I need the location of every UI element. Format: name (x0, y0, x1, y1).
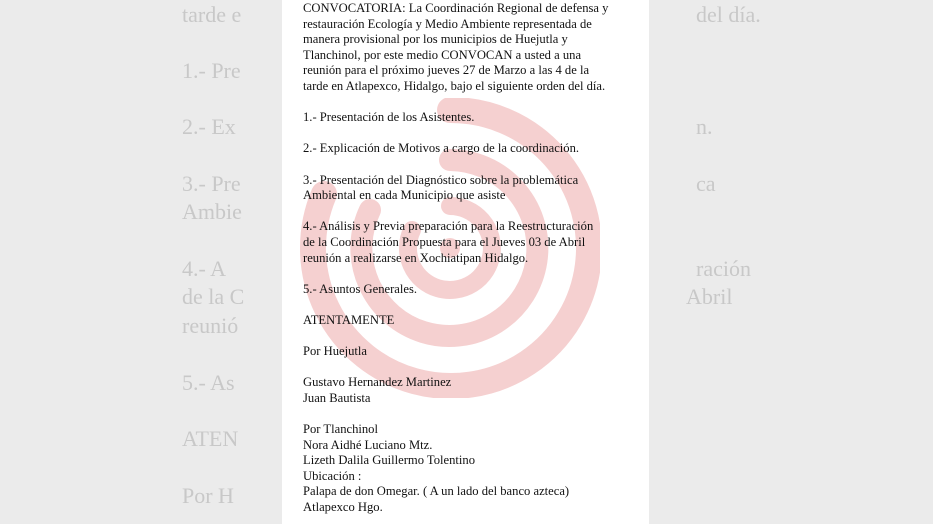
location-detail: Palapa de don Omegar. ( A un lado del banco azteca) (303, 484, 570, 499)
agenda-item-5: 5.- Asuntos Generales. (303, 281, 418, 296)
bg-left-line: Ambie (182, 199, 242, 224)
bg-left-line: tarde e (182, 2, 242, 27)
text-line: Por Tlanchinol (303, 422, 378, 437)
text-line: manera provisional por los municipios de Huejutla y (303, 32, 568, 47)
text-line: Ambiental en cada Municipio que asiste (303, 188, 506, 203)
bg-left-line: de la C (182, 284, 245, 309)
text-line: tarde en Atlapexco, Hidalgo, bajo el siguiente orden del día. (303, 78, 606, 93)
signer-name: Lizeth Dalila Guillermo Tolentino (303, 453, 476, 468)
bg-left-line: 5.- As (182, 370, 235, 395)
bg-left-line: 4.- A (182, 256, 226, 281)
signer-name: Gustavo Hernandez Martinez (303, 375, 452, 390)
agenda-item-1: 1.- Presentación de los Asistentes. (303, 110, 475, 125)
text-line: Tlanchinol, por este medio CONVOCAN a usted a una (303, 47, 582, 62)
text-line: 4.- Análisis y Previa preparación para la Reestructuración (303, 219, 594, 234)
bg-left-line: 3.- Pre (182, 171, 241, 196)
bg-left-line: ATEN (182, 426, 239, 451)
signer-name: Juan Bautista (303, 390, 371, 405)
por-huejutla: Por Huejutla (303, 344, 368, 359)
huejutla-signers (303, 375, 643, 406)
bg-right-line: ca (696, 171, 716, 196)
location-detail: Atlapexco Hgo. (303, 500, 383, 514)
bg-right-line: n. (696, 114, 713, 139)
intro-paragraph (303, 1, 643, 95)
bg-left-line: 1.- Pre (182, 58, 241, 83)
tlanchinol-block (303, 422, 643, 516)
location-label: Ubicación : (303, 468, 362, 483)
signer-name: Nora Aidhé Luciano Mtz. (303, 437, 433, 452)
text-line: reunión a realizarse en Xochiatipan Hidalgo. (303, 250, 529, 265)
closing-atentamente: ATENTAMENTE (303, 312, 395, 327)
document-page (282, 0, 649, 524)
bg-right-line: del día. (696, 2, 761, 27)
text-line: reunión para el próximo jueves 27 de Marzo a las 4 de la (303, 63, 590, 78)
agenda-item-3 (303, 173, 643, 204)
agenda-item-2: 2.- Explicación de Motivos a cargo de la coordinación. (303, 141, 580, 156)
text-line: CONVOCATORIA: La Coordinación Regional de defensa y (303, 1, 609, 15)
convocatoria-text (303, 1, 643, 516)
bg-right-line: Abril (686, 284, 733, 309)
text-line: 3.- Presentación del Diagnóstico sobre la problemática (303, 172, 579, 187)
bg-left-line: 2.- Ex (182, 114, 236, 139)
bg-left-line: Por H (182, 483, 234, 508)
text-line: de la Coordinación Propuesta para el Jueves 03 de Abril (303, 234, 586, 249)
text-line: restauración Ecología y Medio Ambiente representada de (303, 16, 592, 31)
agenda-item-4 (303, 219, 643, 266)
bg-right-line: ración (696, 256, 751, 281)
bg-left-line: reunió (182, 313, 239, 338)
